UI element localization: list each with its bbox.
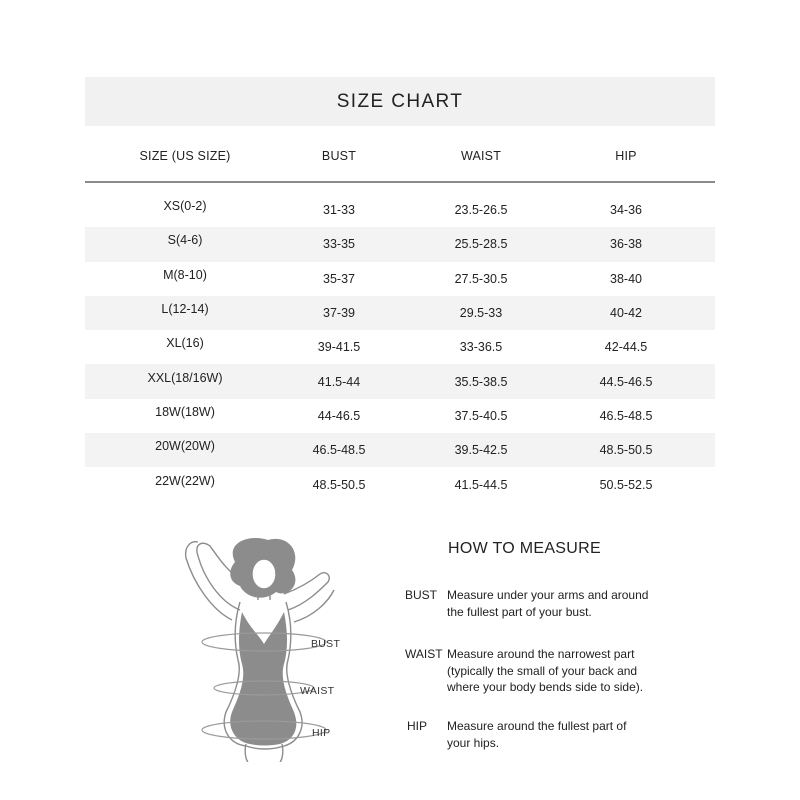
size-cell: M(8-10) [163,267,207,282]
measure-desc-line: (typically the small of your back and [447,663,638,678]
size-cell: XXL(18/16W) [147,370,223,385]
size-cell: L(12-14) [161,302,209,317]
waist-cell: 35.5-38.5 [454,374,508,389]
hip-cell: 38-40 [610,271,642,286]
table-row [85,467,715,501]
hip-cell: 40-42 [610,306,642,321]
hip-cell: 42-44.5 [604,340,648,355]
measure-desc-line: Measure under your arms and around [447,588,649,602]
hip-cell: 34-36 [610,203,642,218]
size-chart-title-band [85,77,715,126]
waist-cell: 23.5-26.5 [454,203,508,218]
bust-cell: 48.5-50.5 [312,477,366,492]
size-cell: 18W(18W) [155,404,215,419]
bust-cell: 37-39 [323,306,355,321]
table-row [85,433,715,467]
table-row [85,262,715,296]
bust-cell: 33-35 [323,237,355,252]
waist-cell: 29.5-33 [459,306,503,321]
column-header-bust: BUST [321,149,357,163]
size-cell: XS(0-2) [163,199,207,214]
waist-cell: 41.5-44.5 [454,477,508,492]
header-divider [85,181,715,183]
table-row [85,227,715,261]
column-header-hip: HIP [615,149,637,163]
column-header-size: SIZE (US SIZE) [139,149,231,163]
measure-desc-line: Measure around the narrowest part [447,647,635,661]
figure-label-hip: HIP [312,727,331,739]
waist-cell: 27.5-30.5 [454,271,508,286]
column-header-waist: WAIST [460,149,502,163]
bust-cell: 46.5-48.5 [312,443,366,458]
size-cell: XL(16) [166,336,204,351]
bust-cell: 44-46.5 [317,408,361,423]
bust-cell: 41.5-44 [317,374,361,389]
table-row [85,296,715,330]
hip-cell: 46.5-48.5 [599,408,653,423]
figure-label-bust: BUST [311,638,341,650]
waist-cell: 37.5-40.5 [454,408,508,423]
how-to-measure-title: HOW TO MEASURE [448,540,601,557]
size-cell: S(4-6) [167,233,203,248]
size-table-body [85,193,715,502]
table-header [85,140,715,172]
measure-term-bust: BUST [405,588,438,602]
measure-desc-line: Measure around the fullest part of [447,719,627,733]
table-row [85,193,715,227]
measure-term-waist: WAIST [405,647,443,661]
hip-cell: 48.5-50.5 [599,443,653,458]
measure-desc-bust [447,587,677,620]
bust-cell: 39-41.5 [317,340,361,355]
size-chart-title: SIZE CHART [336,90,464,112]
bust-cell: 35-37 [323,271,355,286]
waist-cell: 33-36.5 [459,340,503,355]
table-row [85,399,715,433]
size-cell: 22W(22W) [155,473,215,488]
measure-desc-line: where your body bends side to side). [447,680,644,694]
measure-desc-line: the fullest part of your bust. [447,604,592,619]
measure-desc-line: your hips. [447,735,500,750]
hip-cell: 50.5-52.5 [599,477,653,492]
waist-cell: 25.5-28.5 [454,237,508,252]
table-row [85,364,715,398]
figure-label-waist: WAIST [300,685,335,697]
hip-cell: 44.5-46.5 [599,374,653,389]
size-cell: 20W(20W) [155,439,215,454]
bust-cell: 31-33 [323,203,355,218]
measure-desc-hip [447,718,677,751]
measure-term-hip: HIP [407,719,428,733]
measure-desc-waist [447,646,677,696]
waist-cell: 39.5-42.5 [454,443,508,458]
hip-cell: 36-38 [610,237,642,252]
table-row [85,330,715,364]
